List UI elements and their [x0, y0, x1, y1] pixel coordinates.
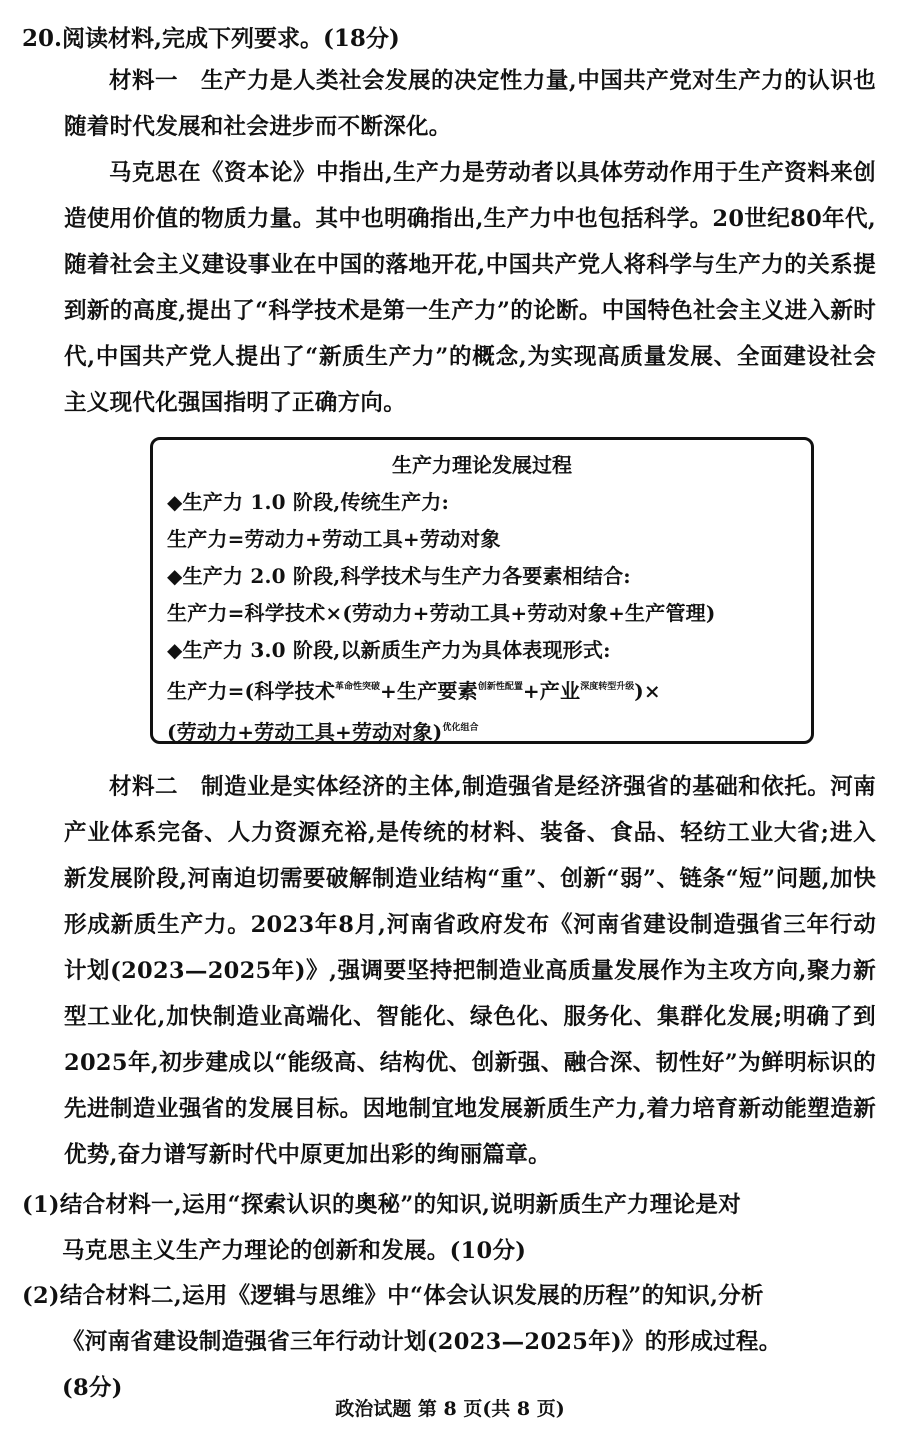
stage-2-heading: ◆生产力 2.0 阶段,科学技术与生产力各要素相结合: [167, 564, 631, 588]
sub-question-2-line-3: (8分) [62, 1375, 123, 1401]
stage-3-note-b: 创新性配置 [477, 682, 523, 692]
sub-question-1-line-2: 马克思主义生产力理论的创新和发展。(10分) [62, 1238, 527, 1264]
question-title: 20.阅读材料,完成下列要求。(18分) [22, 25, 400, 52]
sub-question-2-line-2: 《河南省建设制造强省三年行动计划(2023—2025年)》的形成过程。 [62, 1329, 782, 1355]
stage-3-formula [167, 669, 797, 710]
stage-3-note-c: 深度转型升级 [580, 682, 635, 692]
material-2-text: 制造业是实体经济的主体,制造强省是经济强省的基础和依托。河南产业体系完备、人力资源充裕,是传统的材料、装备、食品、轻纺工业大省;进入新发展阶段,河南迫切需要破解制造业结构“重”、创新“弱”、链条“短”问题,加快形成新质生产力。2023年8月,河南省政府发布《河南省建设制造强省三年行动计划(2023—2025年)》,强调要坚持把制造业高质量发展作为主攻方向,聚力新型工业化,加快制造业高端化、智能化、绿色化、服务化、集群化发展;明确了到2025年,初步建成以“能级高、结构优、创新强、融合深、韧性好”为鲜明标识的先进制造业强省的发展目标。因地制宜地发展新质生产力,着力培育新动能塑造新优势,奋力谱写新时代中原更加出彩的绚丽篇章。 [64, 774, 876, 1168]
stage-1-formula: 生产力=劳动力+劳动工具+劳动对象 [167, 527, 501, 551]
sub-question-1 [22, 1182, 882, 1274]
productivity-theory-box [150, 437, 814, 744]
stage-3-heading: ◆生产力 3.0 阶段,以新质生产力为具体表现形式: [167, 638, 611, 662]
material-2-label: 材料二 [109, 774, 178, 800]
sub-question-2-line-1: (2)结合材料二,运用《逻辑与思维》中“体会认识发展的历程”的知识,分析 [22, 1283, 764, 1309]
material-1-intro [64, 58, 876, 150]
stage-3-formula-part-d: )× [634, 679, 661, 703]
material-2 [64, 764, 876, 1178]
sub-question-2 [22, 1273, 882, 1411]
stage-3-note-e: 优化组合 [442, 723, 479, 733]
stage-3-formula-part-c: +产业 [522, 679, 581, 703]
material-1-body: 马克思在《资本论》中指出,生产力是劳动者以具体劳动作用于生产资料来创造使用价值的物质力量。其中也明确指出,生产力中也包括科学。20世纪80年代,随着社会主义建设事业在中国的落地开花,中国共产党人将科学与生产力的关系提到新的高度,提出了“科学技术是第一生产力”的论断。中国特色社会主义进入新时代,中国共产党人提出了“新质生产力”的概念,为实现高质量发展、全面建设社会主义现代化强国指明了正确方向。 [64, 160, 876, 416]
stage-3-formula-continued [167, 710, 797, 751]
stage-3-note-a: 革命性突破 [335, 682, 381, 692]
sub-question-1-line-1: (1)结合材料一,运用“探索认识的奥秘”的知识,说明新质生产力理论是对 [22, 1192, 741, 1218]
stage-3-formula-part-a: 生产力=(科学技术 [167, 679, 336, 703]
box-title: 生产力理论发展过程 [392, 453, 572, 477]
stage-3-formula-part-e: (劳动力+劳动工具+劳动对象) [167, 720, 443, 744]
stage-1-heading: ◆生产力 1.0 阶段,传统生产力: [167, 490, 450, 514]
material-1-label: 材料一 [109, 68, 178, 94]
stage-2-formula: 生产力=科学技术×(劳动力+劳动工具+劳动对象+生产管理) [167, 601, 716, 625]
material-1-intro-text: 生产力是人类社会发展的决定性力量,中国共产党对生产力的认识也随着时代发展和社会进步而不断深化。 [64, 68, 876, 140]
stage-3-formula-part-b: +生产要素 [380, 679, 478, 703]
page-footer: 政治试题 第 8 页(共 8 页) [335, 1398, 565, 1420]
